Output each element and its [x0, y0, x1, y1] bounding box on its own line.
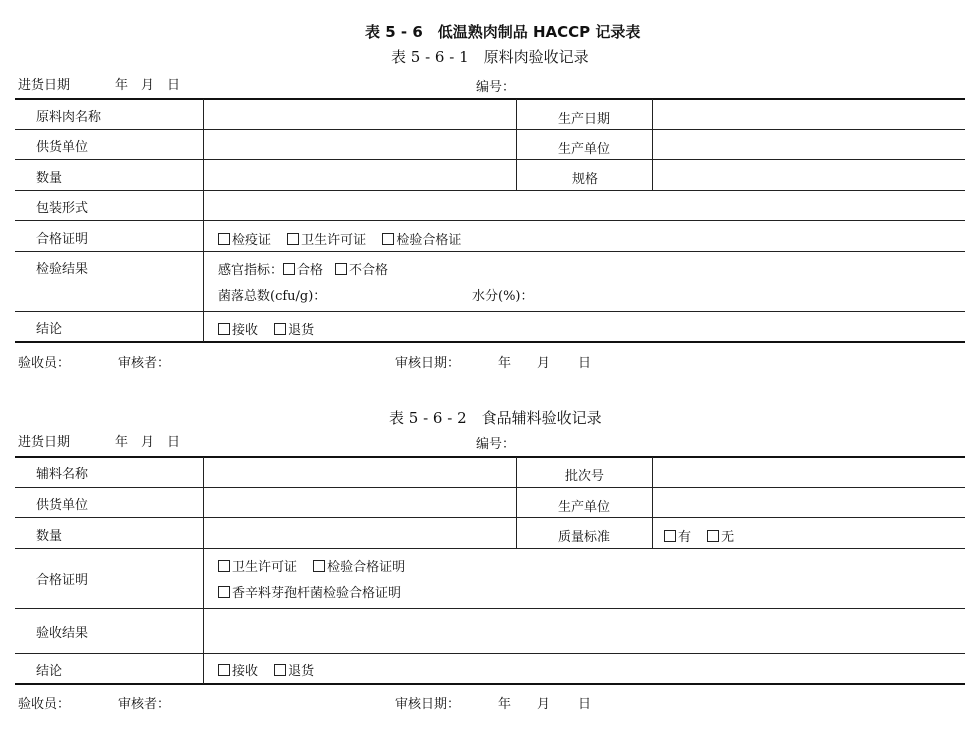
table2-date-year: 年 — [115, 435, 129, 450]
table2-date-label: 进货日期 — [18, 435, 71, 450]
table2-row-line — [15, 517, 965, 518]
table2-row-line — [15, 608, 965, 609]
table2-quality-options — [664, 526, 746, 545]
table1-date-day: 日 — [167, 78, 181, 93]
cert-option[interactable]: 卫生许可证 — [287, 229, 366, 248]
table1-reviewer-label: 审核者： — [118, 356, 171, 371]
table1-date-year: 年 — [115, 78, 129, 93]
table2-reviewer-label: 审核者： — [118, 697, 171, 712]
table1-row-line — [15, 129, 965, 130]
table1-label-inspection: 检验结果 — [36, 262, 89, 277]
checkbox-icon[interactable] — [218, 560, 230, 572]
table1-col-line — [652, 99, 653, 190]
table2-label-producer: 生产单位 — [558, 500, 611, 515]
table1-row-line — [15, 251, 965, 252]
table2-title: 表 5 - 6 - 2 食品辅料验收记录 — [389, 409, 602, 427]
quality-option[interactable]: 有 — [664, 526, 691, 545]
table1-colony-label: 菌落总数(cfu/g)： — [218, 289, 327, 304]
table2-label-conclusion: 结论 — [36, 664, 63, 679]
sensory-label: 感官指标： — [218, 263, 284, 278]
table1-moisture-label: 水分(%)： — [472, 289, 534, 304]
cert-option[interactable]: 检验合格证明 — [313, 556, 405, 575]
table1-sensory — [218, 259, 400, 278]
table2-review-day: 日 — [578, 697, 592, 712]
cert-option[interactable]: 香辛料芽孢杆菌检验合格证明 — [218, 582, 401, 601]
table1-title: 表 5 - 6 - 1 原料肉验收记录 — [391, 48, 589, 66]
table1-top-border — [15, 98, 965, 100]
conclusion-option[interactable]: 接收 — [218, 319, 258, 338]
table1-label-prod-date: 生产日期 — [558, 112, 611, 127]
table2-top-border — [15, 456, 965, 458]
table2-review-date-label: 审核日期： — [395, 697, 461, 712]
table2-label-name: 辅料名称 — [36, 467, 89, 482]
table2-col-line — [652, 457, 653, 548]
table1-receiver-label: 验收员： — [18, 356, 71, 371]
cert-option[interactable]: 检疫证 — [218, 229, 271, 248]
table1-label-producer: 生产单位 — [558, 142, 611, 157]
table1-col-line — [516, 99, 517, 190]
table2-date-month: 月 — [141, 435, 155, 450]
table2-row-line — [15, 487, 965, 488]
checkbox-icon[interactable] — [283, 263, 295, 275]
table1-label-spec: 规格 — [572, 172, 599, 187]
table2-label-quality-std: 质量标准 — [558, 530, 611, 545]
table1-row-line — [15, 159, 965, 160]
checkbox-icon[interactable] — [287, 233, 299, 245]
table2-label-certificate: 合格证明 — [36, 573, 89, 588]
table2-label-quantity: 数量 — [36, 529, 63, 544]
sensory-option[interactable]: 合格 — [283, 259, 323, 278]
conclusion-option[interactable]: 接收 — [218, 660, 258, 679]
conclusion-option[interactable]: 退货 — [274, 319, 314, 338]
table1-review-year: 年 — [498, 356, 512, 371]
checkbox-icon[interactable] — [218, 233, 230, 245]
table2-cert-options-line2 — [218, 582, 413, 601]
table2-cert-options-line1 — [218, 556, 417, 575]
table2-date-day: 日 — [167, 435, 181, 450]
table1-label-supplier: 供货单位 — [36, 140, 89, 155]
checkbox-icon[interactable] — [274, 664, 286, 676]
table2-row-line — [15, 548, 965, 549]
table1-bottom-border — [15, 341, 965, 343]
checkbox-icon[interactable] — [313, 560, 325, 572]
cert-option[interactable]: 检验合格证 — [382, 229, 461, 248]
quality-option[interactable]: 无 — [707, 526, 734, 545]
table2-col-line — [516, 457, 517, 548]
table2-bottom-border — [15, 683, 965, 685]
table1-label-name: 原料肉名称 — [36, 110, 102, 125]
table1-cert-options — [218, 229, 473, 248]
table1-number-label: 编号： — [476, 80, 516, 95]
cert-option[interactable]: 卫生许可证 — [218, 556, 297, 575]
table1-row-line — [15, 220, 965, 221]
table1-row-line — [15, 190, 965, 191]
conclusion-option[interactable]: 退货 — [274, 660, 314, 679]
table2-receiver-label: 验收员： — [18, 697, 71, 712]
table1-review-day: 日 — [578, 356, 592, 371]
table1-conclusion-options — [218, 319, 326, 338]
table2-label-batch: 批次号 — [565, 469, 605, 484]
table1-label-packaging: 包装形式 — [36, 201, 89, 216]
main-title: 表 5 - 6 低温熟肉制品 HACCP 记录表 — [365, 23, 641, 41]
table2-conclusion-options — [218, 660, 326, 679]
checkbox-icon[interactable] — [707, 530, 719, 542]
sensory-option[interactable]: 不合格 — [335, 259, 388, 278]
table2-label-supplier: 供货单位 — [36, 498, 89, 513]
checkbox-icon[interactable] — [382, 233, 394, 245]
table2-row-line — [15, 653, 965, 654]
table1-date-label: 进货日期 — [18, 78, 71, 93]
table1-row-line — [15, 311, 965, 312]
table2-number-label: 编号： — [476, 437, 516, 452]
table2-col-line — [203, 457, 204, 684]
table1-label-conclusion: 结论 — [36, 322, 63, 337]
table1-col-line — [203, 99, 204, 342]
table1-review-month: 月 — [537, 356, 551, 371]
checkbox-icon[interactable] — [335, 263, 347, 275]
table2-review-year: 年 — [498, 697, 512, 712]
table2-label-acceptance: 验收结果 — [36, 626, 89, 641]
checkbox-icon[interactable] — [274, 323, 286, 335]
checkbox-icon[interactable] — [218, 664, 230, 676]
table1-label-quantity: 数量 — [36, 171, 63, 186]
table1-review-date-label: 审核日期： — [395, 356, 461, 371]
table2-review-month: 月 — [537, 697, 551, 712]
table1-label-certificate: 合格证明 — [36, 232, 89, 247]
checkbox-icon[interactable] — [218, 586, 230, 598]
table1-date-month: 月 — [141, 78, 155, 93]
checkbox-icon[interactable] — [218, 323, 230, 335]
checkbox-icon[interactable] — [664, 530, 676, 542]
